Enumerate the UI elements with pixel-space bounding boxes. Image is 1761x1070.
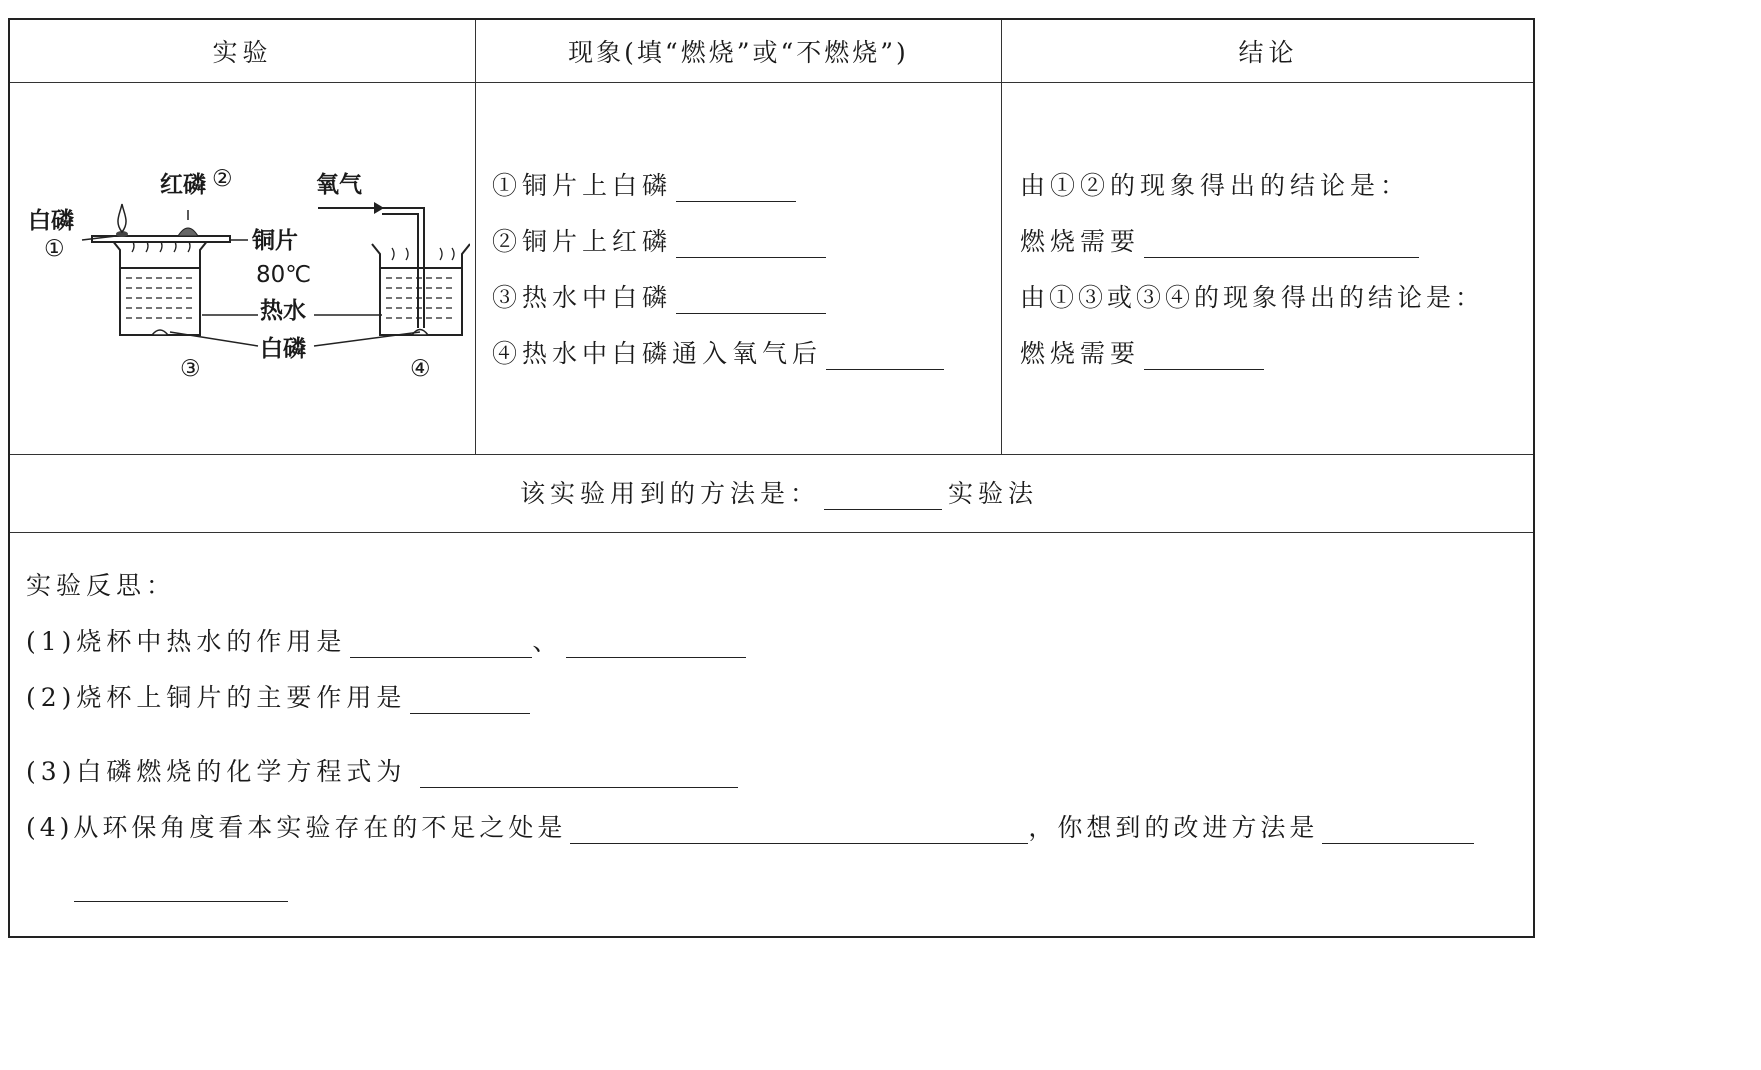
experiment-diagram — [20, 160, 470, 404]
red-phosphorus-label: 红磷 — [160, 172, 206, 198]
conclusion-2: 燃烧需要 — [1020, 226, 1419, 258]
white-phosphorus-label: 白磷 — [28, 208, 74, 234]
column-divider-2 — [1001, 20, 1002, 454]
reflection-q2: (2)烧杯上铜片的主要作用是 — [26, 682, 530, 714]
phenomenon-3-blank[interactable] — [676, 287, 826, 314]
column-divider-1 — [475, 20, 476, 454]
q2-blank[interactable] — [410, 687, 530, 714]
beaker-3 — [112, 240, 208, 335]
conclusion-3: 由①③或③④的现象得出的结论是： — [1020, 283, 1485, 312]
water-lines-3 — [126, 278, 194, 318]
q1-blank-1[interactable] — [350, 631, 532, 658]
reflection-q1: (1)烧杯中热水的作用是 、 — [26, 626, 746, 658]
oxygen-label: 氧气 — [316, 172, 362, 198]
copper-plate-label: 铜片 — [252, 228, 298, 254]
header-experiment: 实验 — [212, 38, 273, 67]
q1-blank-2[interactable] — [566, 631, 746, 658]
conclusion-4-blank[interactable] — [1144, 343, 1264, 370]
flame — [118, 204, 126, 232]
phenomenon-1: ①铜片上白磷 — [492, 170, 796, 202]
conclusion-1: 由①②的现象得出的结论是： — [1020, 171, 1411, 200]
row-divider — [10, 454, 1533, 455]
phenomenon-3: ③热水中白磷 — [492, 282, 826, 314]
white-phosphorus-number: ① — [44, 236, 65, 262]
red-phosphorus — [178, 228, 198, 236]
phenomenon-4: ④热水中白磷通入氧气后 — [492, 338, 944, 370]
phenomenon-1-blank[interactable] — [676, 175, 796, 202]
header-divider — [10, 82, 1533, 83]
leader-lines — [82, 210, 420, 346]
header-conclusion: 结论 — [1238, 38, 1299, 67]
apparatus-illustration — [20, 160, 470, 400]
phenomenon-4-blank[interactable] — [826, 343, 944, 370]
bottom-white-phosphorus-label: 白磷 — [260, 336, 306, 362]
q4-blank-3[interactable] — [74, 875, 288, 902]
reflection-q3: (3)白磷燃烧的化学方程式为 — [26, 756, 738, 788]
method-line: 该实验用到的方法是： 实验法 — [520, 479, 1039, 508]
experiment-table — [8, 18, 1535, 938]
reflection-title: 实验反思： — [26, 571, 177, 600]
q3-blank[interactable] — [420, 761, 738, 788]
temperature-label: 80℃ — [256, 262, 312, 288]
red-phosphorus-number: ② — [212, 166, 233, 192]
conclusion-2-blank[interactable] — [1144, 231, 1419, 258]
beaker-3-number: ③ — [180, 356, 201, 382]
q4-blank-1[interactable] — [570, 817, 1028, 844]
phenomenon-2: ②铜片上红磷 — [492, 226, 826, 258]
method-blank[interactable] — [824, 483, 942, 510]
method-divider — [10, 532, 1533, 533]
conclusion-4: 燃烧需要 — [1020, 338, 1264, 370]
beaker-4-number: ④ — [410, 356, 431, 382]
hot-water-label: 热水 — [260, 298, 306, 324]
reflection-q4: (4)从环保角度看本实验存在的不足之处是 ，你想到的改进方法是 — [26, 812, 1474, 844]
header-phenomenon: 现象(填“燃烧”或“不燃烧”) — [568, 38, 909, 67]
phenomenon-2-blank[interactable] — [676, 231, 826, 258]
q4-blank-2[interactable] — [1322, 817, 1474, 844]
reflection-q4-continuation — [70, 870, 288, 902]
beaker-4 — [372, 208, 470, 335]
